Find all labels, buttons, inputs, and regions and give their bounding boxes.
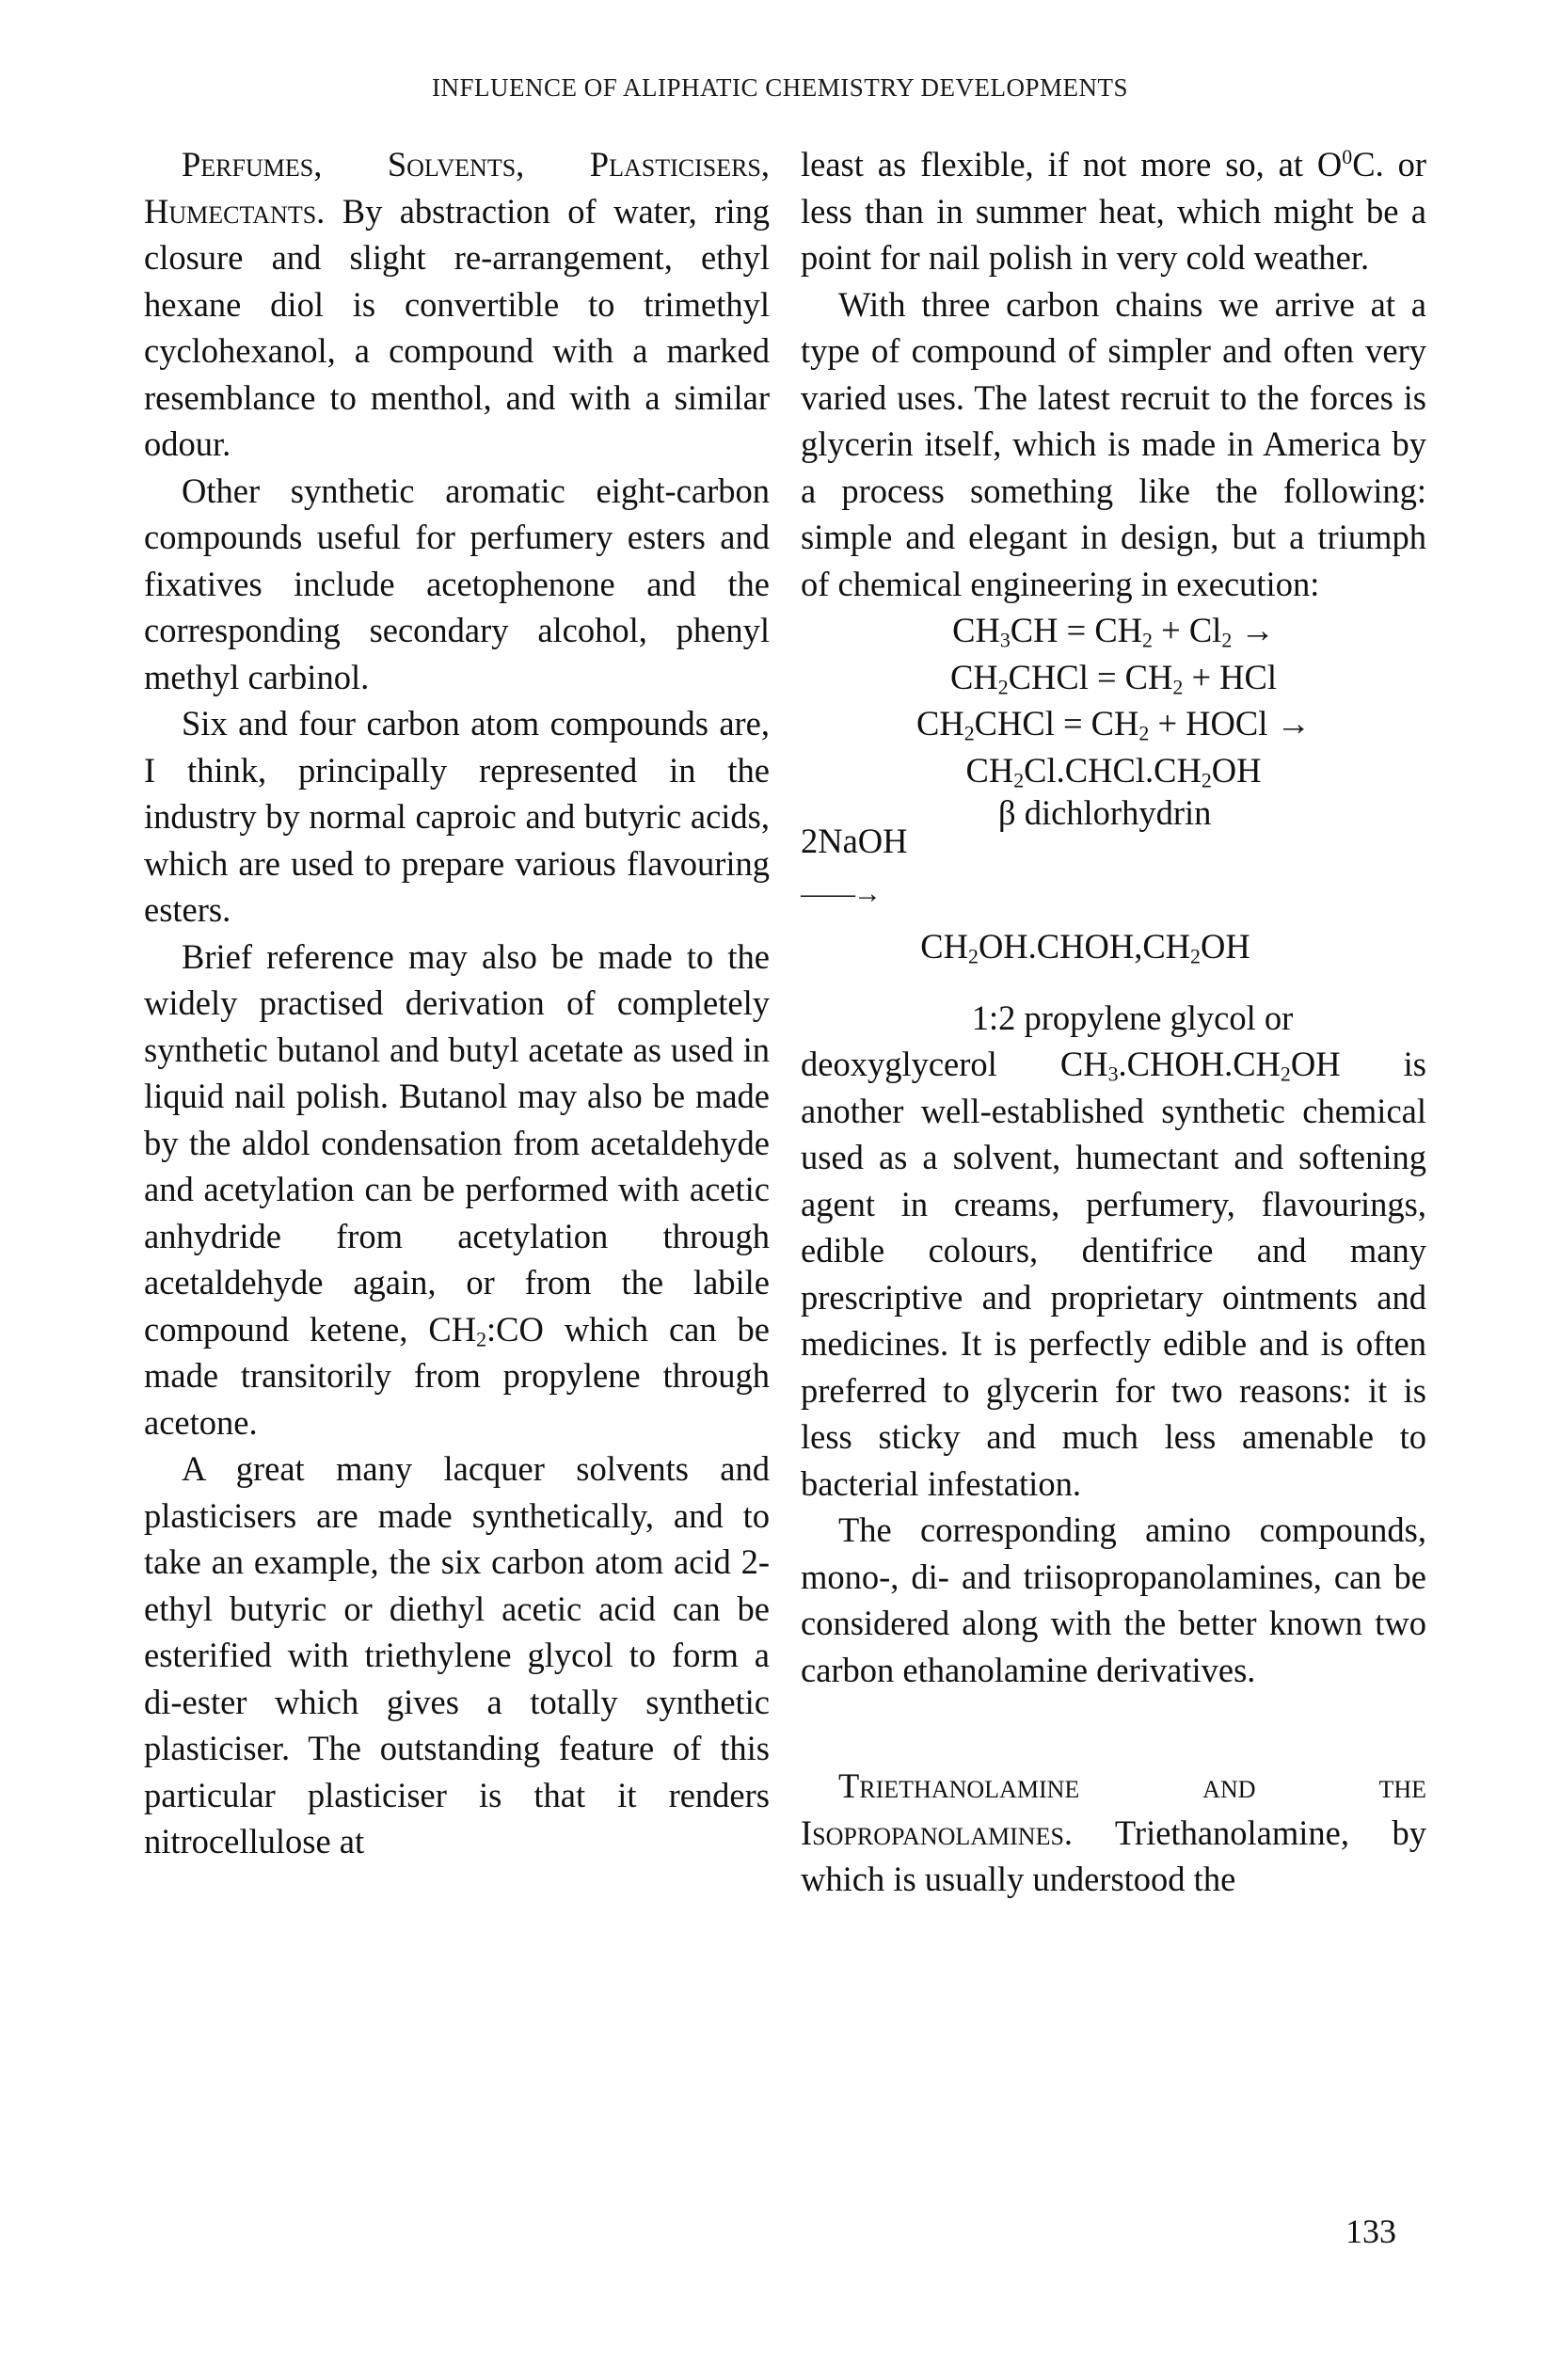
superscript: 0 bbox=[1342, 144, 1353, 168]
glycerin-equations bbox=[801, 607, 1426, 970]
paragraph-three-carbon: With three carbon chains we arrive at a type of compound of simpler and often very varied uses. The latest recruit to the forces is glycerin itself, which is made in America by a process something like the following: simple and elegant in design, but a triumph of chemical engineering in execution: bbox=[801, 284, 1426, 603]
left-column bbox=[144, 141, 770, 1865]
right-column bbox=[801, 141, 1426, 1903]
paragraph-text: is another well-established synthetic chemical used as a solvent, humectant and softening agent in creams, perfumery, flavourings, edible colours, dentifrice and many prescriptive and proprietary ointments and medicines. It is perfectly edible and is often preferred to glycerin for two reasons: it is less sticky and much less amenable to bacterial infestation. bbox=[801, 1045, 1426, 1503]
paragraph-amino-compounds: The corresponding amino compounds, mono-, di- and triisopropanolamines, can be considered along with the better known two carbon ethanolamine derivatives. bbox=[801, 1510, 1426, 1689]
paragraph-text: :CO which can be made transitorily from propylene through acetone. bbox=[144, 1309, 770, 1442]
section-heading-perfumes: Perfumes, Solvents, Plasticisers, Humectants. bbox=[144, 145, 770, 231]
paragraph-aromatic: Other synthetic aromatic eight-carbon compounds useful for perfumery esters and fixatives include acetophenone and the corresponding secondary alcohol, phenyl methyl carbinol. bbox=[144, 471, 770, 696]
paragraph-six-four-carbon: Six and four carbon atom compounds are, I think, principally represented in the industry by normal caproic and butyric acids, which are used to prepare various flavouring esters. bbox=[144, 704, 770, 929]
paragraph-text: deoxyglycerol CH bbox=[801, 1045, 1108, 1083]
paragraph-lacquer: A great many lacquer solvents and plasticisers are made synthetically, and to take an example, the six carbon atom acid 2-ethyl butyric or diethyl acetic acid can be esterified with triethylene glycol to form a di-ester which gives a totally synthetic plasticiser. The outstanding feature of this particular plasticiser is that it renders nitrocellulose at bbox=[144, 1449, 770, 1861]
paragraph-text: Triethanolamine, by which is usually understood the bbox=[801, 1813, 1426, 1898]
paragraph-text: Brief reference may also be made to the widely practised derivation of completely synthetic butanol and butyl acetate as used in liquid nail polish. Butanol may also be made by the aldol condensation from acetaldehyde and acetylation can be performed with acetic anhydride from acetylation through acetaldehyde again, or from the labile compound ketene, CH bbox=[144, 936, 770, 1349]
paragraph-text: By abstraction of water, ring closure and slight re-arrangement, ethyl hexane diol is convertible to trimethyl cyclohexanol, a compound with a marked resemblance to menthol, and with a similar odour. bbox=[144, 191, 771, 463]
page-number: 133 bbox=[1345, 2212, 1396, 2250]
paragraph-butanol bbox=[144, 934, 770, 1446]
reaction-arrow-icon: ——→ bbox=[801, 878, 880, 909]
paragraph-text: least as flexible, if not more so, at O bbox=[801, 145, 1343, 184]
beta-dichlorhydrin-label: β dichlorhydrin bbox=[998, 793, 1212, 832]
paragraph-triethanolamine bbox=[801, 1763, 1426, 1903]
glycerin-formula: $CH_2OH.CHOH,CH_2OH$ bbox=[920, 927, 1250, 968]
equation-line-1: $CH_3CH = CH_2 + Cl_2$ → bbox=[952, 611, 1275, 652]
section-heading-triethanolamine: Triethanolamine and the Isopropanolamines. bbox=[801, 1766, 1426, 1852]
paragraph-flexible bbox=[801, 141, 1426, 281]
running-head: INFLUENCE OF ALIPHATIC CHEMISTRY DEVELOPMENTS bbox=[431, 73, 1129, 102]
equation-line-4: $CH_2Cl.CHCl.CH_2OH$ bbox=[965, 750, 1262, 791]
propylene-glycol-title: 1:2 propylene glycol or bbox=[971, 998, 1294, 1037]
paragraph-text: C. or less than in summer heat, which might be a point for nail polish in very cold weather. bbox=[801, 145, 1427, 277]
paragraph-perfumes bbox=[144, 141, 770, 468]
reagent-naoh: 2NaOH bbox=[801, 822, 908, 860]
equation-line-3: $CH_2CHCl = CH_2$ + HOCl → bbox=[915, 704, 1312, 745]
paragraph-propylene-glycol: deoxyglycerol $CH_3.CHOH.CH_2OH$ is another well-established synthetic chemical used as a solvent, humectant and softening agent in creams, perfumery, flavourings, edible colours, dentifrice and many prescriptive and proprietary ointments and medicines. It is perfectly edible and is often preferred to glycerin for two reasons: it is less sticky and much less amenable to bacterial infestation. bbox=[801, 1045, 1426, 1503]
subscript: 2 bbox=[476, 1326, 487, 1350]
reagent-block bbox=[801, 793, 1426, 916]
section-gap bbox=[801, 1693, 1426, 1763]
equation-line-2: $CH_2CHCl = CH_2$ + HCl bbox=[949, 657, 1278, 698]
